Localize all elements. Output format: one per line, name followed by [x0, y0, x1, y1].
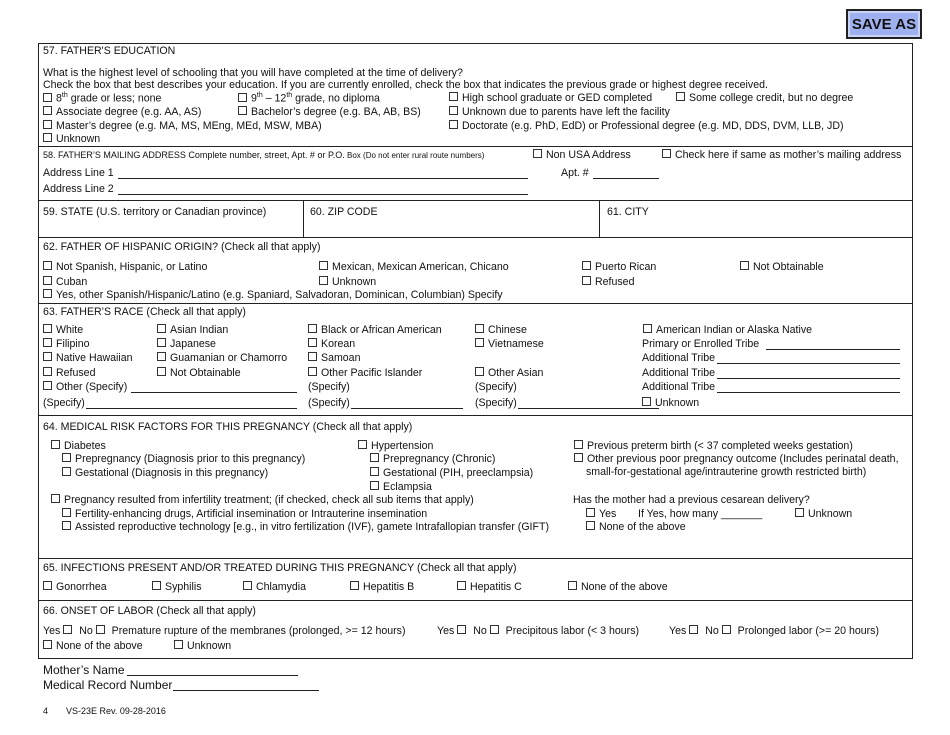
- risk-art-option[interactable]: Assisted reproductive technology [e.g., in vitro fertilization (IVF), gamete Intrafallopian transfer (GIFT): [62, 521, 549, 533]
- specify-2-label: (Specify): [475, 381, 517, 393]
- checkbox[interactable]: [43, 352, 52, 361]
- checkbox[interactable]: [308, 367, 317, 376]
- risk-eclampsia-option[interactable]: Eclampsia: [370, 481, 432, 493]
- checkbox[interactable]: [308, 352, 317, 361]
- medical-record-number-input[interactable]: [173, 679, 319, 691]
- precip-yes-checkbox[interactable]: [457, 625, 466, 634]
- section-64-title: 64. MEDICAL RISK FACTORS FOR THIS PREGNANCY (Check all that apply): [43, 421, 413, 433]
- infection-chlamydia-option[interactable]: Chlamydia: [243, 581, 306, 593]
- checkbox[interactable]: [475, 324, 484, 333]
- prolonged-no-checkbox[interactable]: [722, 625, 731, 634]
- checkbox[interactable]: [157, 352, 166, 361]
- checkbox[interactable]: [676, 92, 685, 101]
- specify-5-label: (Specify): [475, 397, 517, 409]
- race-unknown-option[interactable]: Unknown: [642, 397, 699, 409]
- infection-gonorrhea-option[interactable]: Gonorrhea: [43, 581, 107, 593]
- infection-hepatitis-c-option[interactable]: Hepatitis C: [457, 581, 522, 593]
- edu-unknown-parents-left-option[interactable]: Unknown due to parents have left the facility: [449, 106, 670, 118]
- divider-zip-city: [599, 200, 600, 238]
- divider-state-zip: [303, 200, 304, 238]
- hisp-refused-option[interactable]: Refused: [582, 276, 634, 288]
- labor-precip-row: Yes No Precipitous labor (< 3 hours): [437, 625, 640, 637]
- specify-4-label: (Specify): [308, 397, 350, 409]
- checkbox[interactable]: [795, 508, 804, 517]
- additional-tribe-3-input[interactable]: [717, 382, 900, 393]
- checkbox[interactable]: [370, 453, 379, 462]
- hisp-mexican-option[interactable]: Mexican, Mexican American, Chicano: [319, 261, 509, 273]
- cesarean-how-many[interactable]: If Yes, how many _______: [638, 508, 763, 520]
- address-line-1-label: Address Line 1: [43, 167, 114, 179]
- race-american-indian-option[interactable]: American Indian or Alaska Native: [643, 324, 812, 336]
- page-number: 4: [43, 706, 49, 716]
- edu-8th-grade-option[interactable]: 8th grade or less; none: [43, 92, 161, 105]
- edu-9-12-grade-option[interactable]: 9th – 12th grade, no diploma: [238, 92, 380, 105]
- race-filipino-option[interactable]: Filipino: [43, 338, 90, 350]
- cesarean-yes-option[interactable]: Yes: [586, 508, 616, 520]
- address-line-2-label: Address Line 2: [43, 183, 114, 195]
- checkbox[interactable]: [43, 133, 52, 142]
- edu-associate-option[interactable]: Associate degree (e.g. AA, AS): [43, 106, 201, 118]
- checkbox[interactable]: [43, 120, 52, 129]
- checkbox[interactable]: [62, 521, 71, 530]
- checkbox[interactable]: [449, 92, 458, 101]
- same-as-mother-address-option[interactable]: Check here if same as mother’s mailing address: [662, 149, 901, 161]
- edu-high-school-option[interactable]: High school graduate or GED completed: [449, 92, 652, 104]
- race-other-specify-input[interactable]: [131, 382, 297, 393]
- checkbox[interactable]: [319, 261, 328, 270]
- specify-5-input[interactable]: [518, 398, 659, 409]
- checkbox[interactable]: [370, 481, 379, 490]
- specify-1-label: (Specify): [308, 381, 350, 393]
- additional-tribe-1-input[interactable]: [717, 353, 900, 364]
- checkbox[interactable]: [62, 453, 71, 462]
- checkbox[interactable]: [308, 324, 317, 333]
- checkbox[interactable]: [643, 324, 652, 333]
- checkbox[interactable]: [586, 508, 595, 517]
- edu-master-option[interactable]: Master’s degree (e.g. MA, MS, MEng, MEd, MSW, MBA): [43, 120, 322, 132]
- checkbox[interactable]: [238, 93, 247, 102]
- prolonged-yes-checkbox[interactable]: [689, 625, 698, 634]
- risk-poor-outcome-continued: small-for-gestational age/intrauterine growth restricted birth): [586, 466, 867, 478]
- prom-no-checkbox[interactable]: [96, 625, 105, 634]
- race-japanese-option[interactable]: Japanese: [157, 338, 216, 350]
- hisp-cuban-option[interactable]: Cuban: [43, 276, 87, 288]
- checkbox[interactable]: [43, 289, 52, 298]
- form-revision: VS-23E Rev. 09-28-2016: [66, 706, 166, 716]
- race-other-asian-option[interactable]: Other Asian: [475, 367, 543, 379]
- education-question: What is the highest level of schooling that you will have completed at the time of delivery?: [43, 67, 463, 79]
- checkbox[interactable]: [370, 467, 379, 476]
- edu-some-college-option[interactable]: Some college credit, but no degree: [676, 92, 853, 104]
- checkbox[interactable]: [43, 581, 52, 590]
- checkbox[interactable]: [43, 338, 52, 347]
- checkbox[interactable]: [449, 106, 458, 115]
- checkbox[interactable]: [568, 581, 577, 590]
- hisp-puerto-rican-option[interactable]: Puerto Rican: [582, 261, 656, 273]
- risk-infertility-option[interactable]: Pregnancy resulted from infertility treatment; (if checked, check all sub items that apply): [51, 494, 474, 506]
- race-black-option[interactable]: Black or African American: [308, 324, 442, 336]
- checkbox[interactable]: [319, 276, 328, 285]
- additional-tribe-1-label: Additional Tribe: [642, 352, 716, 364]
- checkbox[interactable]: [43, 93, 52, 102]
- checkbox[interactable]: [43, 276, 52, 285]
- medical-record-number-label: Medical Record Number: [43, 678, 173, 692]
- race-asian-indian-option[interactable]: Asian Indian: [157, 324, 228, 336]
- infection-none-option[interactable]: None of the above: [568, 581, 668, 593]
- apt-label: Apt. #: [561, 167, 589, 179]
- checkbox[interactable]: [157, 324, 166, 333]
- race-other-option[interactable]: Other (Specify): [43, 381, 127, 393]
- race-guamanian-option[interactable]: Guamanian or Chamorro: [157, 352, 287, 364]
- risk-preterm-birth-option[interactable]: Previous preterm birth (< 37 completed weeks gestation): [574, 440, 853, 452]
- checkbox[interactable]: [43, 324, 52, 333]
- mother-name-input[interactable]: [127, 664, 298, 676]
- hisp-other-option[interactable]: Yes, other Spanish/Hispanic/Latino (e.g. Spaniard, Salvadoran, Dominican, Columbian) Specify: [43, 289, 503, 301]
- checkbox[interactable]: [662, 149, 671, 158]
- labor-prom-row: Yes No Premature rupture of the membranes (prolonged, >= 12 hours): [43, 625, 406, 637]
- checkbox[interactable]: [642, 397, 651, 406]
- specify-3-label: (Specify): [43, 397, 85, 409]
- checkbox[interactable]: [475, 367, 484, 376]
- section-62-title: 62. FATHER OF HISPANIC ORIGIN? (Check all that apply): [43, 241, 321, 253]
- address-line-2-input[interactable]: [118, 184, 528, 195]
- risk-hypertension-option[interactable]: Hypertension: [358, 440, 433, 452]
- primary-tribe-label: Primary or Enrolled Tribe: [642, 338, 760, 350]
- risk-gestational-hypertension-option[interactable]: Gestational (PIH, preeclampsia): [370, 467, 533, 479]
- section-64-box: [38, 415, 913, 559]
- risk-gestational-diabetes-option[interactable]: Gestational (Diagnosis in this pregnancy): [62, 467, 268, 479]
- risk-fertility-drugs-option[interactable]: Fertility-enhancing drugs, Artificial insemination or Intrauterine insemination: [62, 508, 427, 520]
- checkbox[interactable]: [350, 581, 359, 590]
- checkbox[interactable]: [43, 106, 52, 115]
- race-white-option[interactable]: White: [43, 324, 83, 336]
- edu-doctorate-option[interactable]: Doctorate (e.g. PhD, EdD) or Professional degree (e.g. MD, DDS, DVM, LLB, JD): [449, 120, 844, 132]
- checkbox[interactable]: [43, 640, 52, 649]
- checkbox[interactable]: [358, 440, 367, 449]
- additional-tribe-2-label: Additional Tribe: [642, 367, 716, 379]
- race-other-pacific-option[interactable]: Other Pacific Islander: [308, 367, 422, 379]
- labor-none-option[interactable]: None of the above: [43, 640, 143, 652]
- checkbox[interactable]: [475, 338, 484, 347]
- checkbox[interactable]: [51, 494, 60, 503]
- race-samoan-option[interactable]: Samoan: [308, 352, 360, 364]
- labor-unknown-option[interactable]: Unknown: [174, 640, 231, 652]
- risk-diabetes-option[interactable]: Diabetes: [51, 440, 106, 452]
- checkbox[interactable]: [740, 261, 749, 270]
- checkbox[interactable]: [582, 276, 591, 285]
- cesarean-unknown-option[interactable]: Unknown: [795, 508, 852, 520]
- edu-unknown-option[interactable]: Unknown: [43, 133, 100, 145]
- race-not-obtainable-option[interactable]: Not Obtainable: [157, 367, 241, 379]
- primary-tribe-input[interactable]: [766, 339, 900, 350]
- specify-3-input[interactable]: [86, 398, 297, 409]
- checkbox[interactable]: [582, 261, 591, 270]
- risk-none-option[interactable]: None of the above: [586, 521, 686, 533]
- checkbox[interactable]: [62, 467, 71, 476]
- hisp-unknown-option[interactable]: Unknown: [319, 276, 376, 288]
- risk-prepregnancy-hypertension-option[interactable]: Prepregnancy (Chronic): [370, 453, 495, 465]
- race-refused-option[interactable]: Refused: [43, 367, 95, 379]
- risk-poor-outcome-option[interactable]: Other previous poor pregnancy outcome (Includes perinatal death,: [574, 453, 899, 465]
- non-usa-address-option[interactable]: Non USA Address: [533, 149, 631, 161]
- zip-code-label: 60. ZIP CODE: [310, 206, 378, 218]
- race-vietnamese-option[interactable]: Vietnamese: [475, 338, 544, 350]
- checkbox[interactable]: [62, 508, 71, 517]
- section-57-title: 57. FATHER'S EDUCATION: [43, 45, 176, 57]
- checkbox[interactable]: [238, 106, 247, 115]
- apt-input[interactable]: [593, 168, 659, 179]
- section-63-title: 63. FATHER’S RACE (Check all that apply): [43, 306, 246, 318]
- checkbox[interactable]: [152, 581, 161, 590]
- race-hawaiian-option[interactable]: Native Hawaiian: [43, 352, 133, 364]
- checkbox[interactable]: [43, 381, 52, 390]
- specify-4-input[interactable]: [351, 398, 463, 409]
- risk-prepregnancy-diabetes-option[interactable]: Prepregnancy (Diagnosis prior to this pregnancy): [62, 453, 305, 465]
- cesarean-question: Has the mother had a previous cesarean delivery?: [573, 494, 810, 506]
- state-label: 59. STATE (U.S. territory or Canadian province): [43, 206, 267, 218]
- checkbox[interactable]: [449, 120, 458, 129]
- race-korean-option[interactable]: Korean: [308, 338, 355, 350]
- checkbox[interactable]: [43, 367, 52, 376]
- checkbox[interactable]: [308, 338, 317, 347]
- checkbox[interactable]: [43, 261, 52, 270]
- infection-hepatitis-b-option[interactable]: Hepatitis B: [350, 581, 414, 593]
- section-66-title: 66. ONSET OF LABOR (Check all that apply): [43, 605, 256, 617]
- section-58-title: 58. FATHER’S MAILING ADDRESS Complete number, street, Apt. # or P.O. Box (Do not enter rural route numbers): [43, 150, 485, 160]
- mother-name-label: Mother’s Name: [43, 663, 125, 677]
- checkbox[interactable]: [586, 521, 595, 530]
- infection-syphilis-option[interactable]: Syphilis: [152, 581, 202, 593]
- address-line-1-input[interactable]: [118, 168, 528, 179]
- checkbox[interactable]: [157, 338, 166, 347]
- additional-tribe-3-label: Additional Tribe: [642, 381, 716, 393]
- edu-bachelor-option[interactable]: Bachelor’s degree (e.g. BA, AB, BS): [238, 106, 421, 118]
- hisp-not-obtainable-option[interactable]: Not Obtainable: [740, 261, 824, 273]
- section-65-title: 65. INFECTIONS PRESENT AND/OR TREATED DURING THIS PREGNANCY (Check all that apply): [43, 562, 517, 574]
- prom-yes-checkbox[interactable]: [63, 625, 72, 634]
- save-as-button[interactable]: SAVE AS: [846, 9, 922, 39]
- checkbox[interactable]: [51, 440, 60, 449]
- education-instructions: Check the box that best describes your education. If you are currently enrolled, check the box that indicates the previous grade or highest degree received.: [43, 79, 768, 91]
- race-chinese-option[interactable]: Chinese: [475, 324, 527, 336]
- labor-prolonged-row: Yes No Prolonged labor (>= 20 hours): [669, 625, 879, 637]
- checkbox[interactable]: [574, 440, 583, 449]
- checkbox[interactable]: [533, 149, 542, 158]
- precip-no-checkbox[interactable]: [490, 625, 499, 634]
- hisp-not-hispanic-option[interactable]: Not Spanish, Hispanic, or Latino: [43, 261, 207, 273]
- checkbox[interactable]: [157, 367, 166, 376]
- checkbox[interactable]: [243, 581, 252, 590]
- additional-tribe-2-input[interactable]: [717, 368, 900, 379]
- city-label: 61. CITY: [607, 206, 649, 218]
- checkbox[interactable]: [574, 453, 583, 462]
- checkbox[interactable]: [457, 581, 466, 590]
- checkbox[interactable]: [174, 640, 183, 649]
